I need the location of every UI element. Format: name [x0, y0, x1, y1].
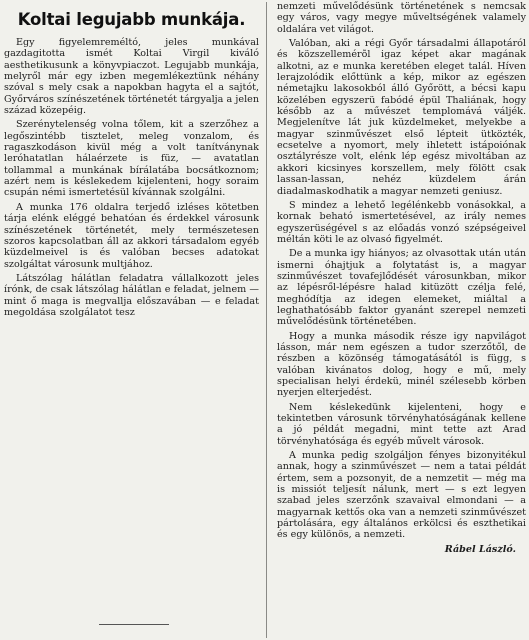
paragraph-intro: Egy figyelemreméltó, jeles munkával gazdagitotta ismét Koltai Virgil kiváló aesthetikusunk a könyvpiaczot. Legujabb munkája, melyről már egy izben megemlékeztünk néhány szóval s mely csak a napokban hagyta el a sajtót, Győrváros színészetének történetét tárgyalja a jelen század közepéig. [4, 37, 259, 117]
paragraph-volume: A munka 176 oldalra terjedő izléses kötetben tárja elénk eléggé behatóan és érdekkel városunk színészetének történetét, mely természetesen szoros kapcsolatban áll az akkori társadalom egyéb küzdelmeivel is és valóban becses adatokat szolgáltat városunk multjához. [4, 201, 259, 270]
column-divider [266, 2, 267, 638]
paragraph-style: S mindez a lehető legélénkebb vonásokkal, a kornak beható ismertetésével, az irály nemes egyszerüségével s az előadás vonzó szépségeivel méltán köti le az olvasó figyelmét. [277, 199, 526, 245]
paragraph-conclusion: A munka pedig szolgáljon fényes bizonyitékul annak, hogy a szinművészet — nem a tatai példát értem, sem a pozsonyit, de a nemzetit — még ma is missiót teljesít nálunk, mert — s ezt legyen szabad jeles szerzőnk szavaival elmondani — a magyarnak kettős oka van a nemzeti szinművészet pártolására, egy általános erkölcsi és eszthetikai és egy különös, a nemzeti. [277, 450, 526, 541]
right-column [277, 0, 526, 555]
left-column [4, 0, 259, 321]
author-signature: Rábel László. [444, 543, 516, 555]
paragraph-continuation-wish: De a munka igy hiányos; az olvasottak után után ismerni óhajtjuk a folytatást is, a magyar szinművészet tovafejlődését városunkban, mikor az lépésről-lépésre halad kitüzött czélja felé, meghódítja az idegen elemeket, miáltal a leghathatósább faktor gyanánt szerepel nemzeti művelődésünk történetében. [277, 248, 526, 328]
column-end-rule [99, 624, 169, 625]
paragraph-old-gyor: Valóban, aki a régi Győr társadalmi állapotáról és közszellemérõl igaz képet akar magának alkotni, az e munka keretében eleget talál. Híven lerajzolódik előttünk a kép, mikor az egészen németajku lakosokból álló Győrött, a bécsi kapu közelében egyszerü fabódé épül Thaliának, hogy később az a művészet templomává váljék. Megjelenítve lát juk küzdelmeket, melyekbe a magyar szinművészet első lépteit ütközték, ecsetelve a nyomort, mely ihletett istápoiónak osztályrésze volt, elénk lép egész mivoltában az akkori kicsinyes korszellem, mely fölött csak lassan-lassan, nehéz küzdelem árán diadalmaskodhatik a magyar nemzeti geniusz. [277, 38, 526, 197]
paragraph-continuation: nemzeti művelődésünk történetének s nemcsak egy város, vagy megye műveltségének valamely oldalára vet világot. [277, 1, 526, 35]
paragraph-task: Látszólag hálátlan feladatra vállalkozott jeles írónk, de csak látszólag hálátlan e feladat, jelnem — mint ő maga is megvallja előszavában — e feladat megoldása szolgálatot tesz [4, 272, 259, 318]
article-title: Koltai legujabb munkája. [17, 10, 246, 29]
paragraph-modesty: Szerénytelenség volna tőlem, kit a szerzőhez a legőszintébb tisztelet, meleg vonzalom, és ragaszkodáson kivül még a volt tanítványnak leróhatatlan hálaérzete is füz, — avatatlan tollammal a munkának bírálatába bocsátkoznom; azért nem is késlekedem kijelenteni, hogy soraim csupán némi ismertetésül kívánnak szolgálni. [4, 119, 259, 199]
paragraph-city-example: Nem késlekedünk kijelenteni, hogy e tekintetben városunk törvényhatóságának kellene a jó példát megadni, mint tette azt Arad törvényhatósága és egyéb művelt városok. [277, 401, 526, 447]
paragraph-second-part: Hogy a munka második része igy napvilágot lásson, már nem egészen a tudor szerzőtől, de részben a közönség támogatásától is függ, s valóban kivánatos dolog, hogy e mű, mely specialisan helyi érdekü, minél szélesebb körben nyerjen elterjedést. [277, 330, 526, 399]
